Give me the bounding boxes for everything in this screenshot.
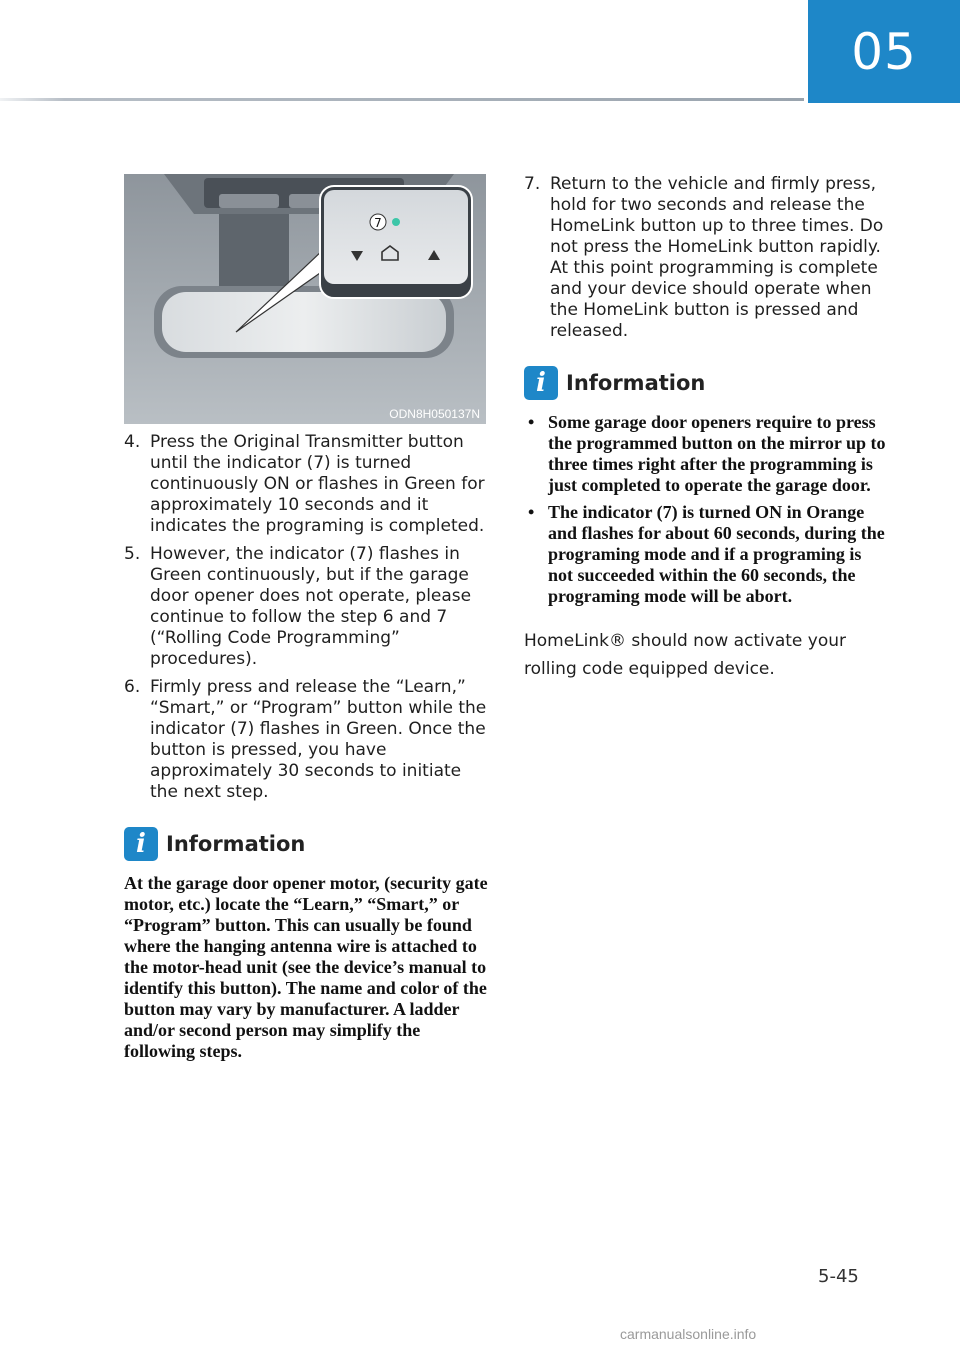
info-icon: i xyxy=(124,827,158,861)
step-7: 7. Return to the vehicle and firmly press, hold for two seconds and release the HomeLink button up to three times. Do not press the HomeLink button rapidly. At this point programming is complete and your device should operate when the HomeLink button is pressed and released. xyxy=(524,174,884,341)
info-box-right xyxy=(524,366,890,607)
figure-code: ODN8H050137N xyxy=(389,407,480,421)
callout-number: 7 xyxy=(374,216,382,230)
mirror-illustration xyxy=(124,174,486,424)
info-icon: i xyxy=(524,366,558,400)
info-bullet: • Some garage door openers require to press the programmed button on the mirror up to three times right after the programming is just completed to operate the garage door. xyxy=(528,412,886,495)
header-rule xyxy=(0,98,804,101)
page-number: 5-45 xyxy=(818,1266,859,1287)
info-box-left xyxy=(124,827,490,1062)
step-6: 6. Firmly press and release the “Learn,” “Smart,” or “Program” button while the indicator (7) flashes in Green. Once the button is pressed, you have approximately 30 seconds to initiate the next step. xyxy=(124,677,487,802)
info-bullet-list xyxy=(524,412,890,607)
info-bullet: • The indicator (7) is turned ON in Orange and flashes for about 60 seconds, during the programing mode and if a programing is not succeeded within the 60 seconds, the programing mode will be abort. xyxy=(528,502,885,606)
right-column xyxy=(524,174,890,683)
info-body: At the garage door opener motor, (security gate motor, etc.) locate the “Learn,” “Smart,” or “Program” button. This can usually be found where the hanging antenna wire is attached to the motor-head unit (see the device’s manual to identify this button). The name and color of the button may vary by manufacturer. A ladder and/or second person may simplify the following steps. xyxy=(124,873,488,1061)
left-column xyxy=(124,432,490,1062)
step-5: 5. However, the indicator (7) flashes in Green continuously, but if the garage door opener does not operate, please continue to follow the step 6 and 7 (“Rolling Code Programming” procedures). xyxy=(124,544,472,669)
steps-list-right xyxy=(524,174,890,342)
closing-paragraph: HomeLink® should now activate your rolling code equipped device. xyxy=(524,631,847,679)
chapter-tab: 05 xyxy=(808,0,960,103)
info-title: Information xyxy=(166,832,306,856)
info-title: Information xyxy=(566,371,706,395)
watermark: carmanualsonline.info xyxy=(620,1326,757,1342)
steps-list-left xyxy=(124,432,490,803)
step-4: 4. Press the Original Transmitter button until the indicator (7) is turned continuously ON or flashes in Green for approximately 10 seconds and it indicates the programing is completed. xyxy=(124,432,485,536)
